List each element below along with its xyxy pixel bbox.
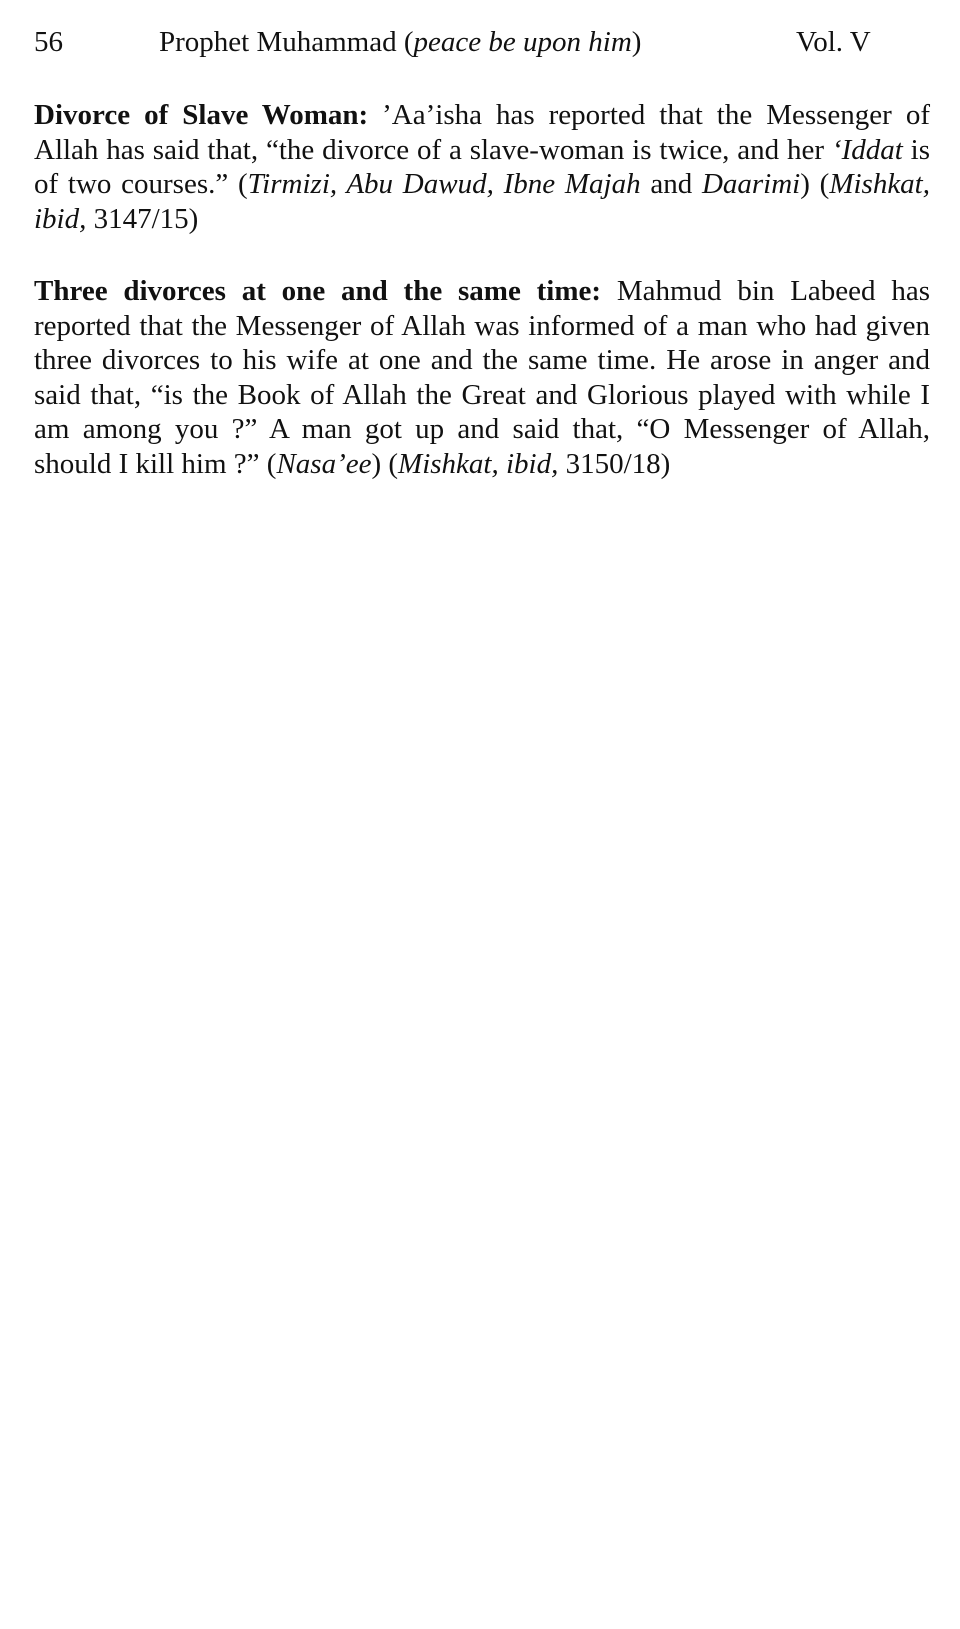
book-title bbox=[159, 22, 641, 62]
entry-reference: Mishkat, ibid, bbox=[34, 168, 930, 235]
entry-text: ) ( bbox=[371, 447, 399, 480]
entry-text: Mahmud bin Labeed has reported that the Messenger of Allah was informed of a man who had given three divorces to his wife at one and the same time. He arose in anger and said that, “is the Book of Allah the Great and Glorious played with while I am among you ?” A man got up and said that, “O Messenger of Allah, should I kill him ?” ( bbox=[34, 275, 930, 480]
book-title-main: Prophet Muhammad bbox=[159, 26, 397, 58]
entry-sources: Tirmizi, Abu Dawud, Ibne Majah bbox=[247, 168, 641, 200]
entry-heading: Three divorces at one and the same time: bbox=[34, 275, 602, 307]
page-number: 56 bbox=[34, 26, 63, 58]
hadith-entry-three-divorces bbox=[34, 274, 930, 481]
book-title-honorific: peace be upon him bbox=[413, 26, 632, 58]
book-title-paren-open: ( bbox=[396, 26, 414, 58]
entry-text: and bbox=[640, 168, 702, 200]
entry-source: Nasa’ee bbox=[276, 447, 372, 480]
volume-label: Vol. V bbox=[796, 26, 871, 58]
entry-reference: Mishkat, ibid, bbox=[398, 447, 559, 480]
entry-text: ) ( bbox=[800, 168, 830, 200]
entry-term: ‘Iddat bbox=[831, 133, 903, 166]
entry-source: Daarimi bbox=[701, 168, 801, 200]
running-header bbox=[34, 22, 930, 62]
hadith-entry-slave-woman-divorce bbox=[34, 98, 930, 236]
entry-text: is of two courses.” ( bbox=[34, 133, 931, 200]
entry-heading: Divorce of Slave Woman: bbox=[34, 99, 369, 131]
entry-text: ’Aa’isha has reported that the Messenger of Allah has said that, “the divorce of a slave-woman is twice, and her bbox=[34, 99, 930, 166]
book-title-paren-close: ) bbox=[631, 26, 642, 58]
entry-reference-number: 3147/15) bbox=[86, 202, 199, 235]
entry-reference-number: 3150/18) bbox=[558, 447, 671, 480]
book-page bbox=[34, 22, 930, 481]
